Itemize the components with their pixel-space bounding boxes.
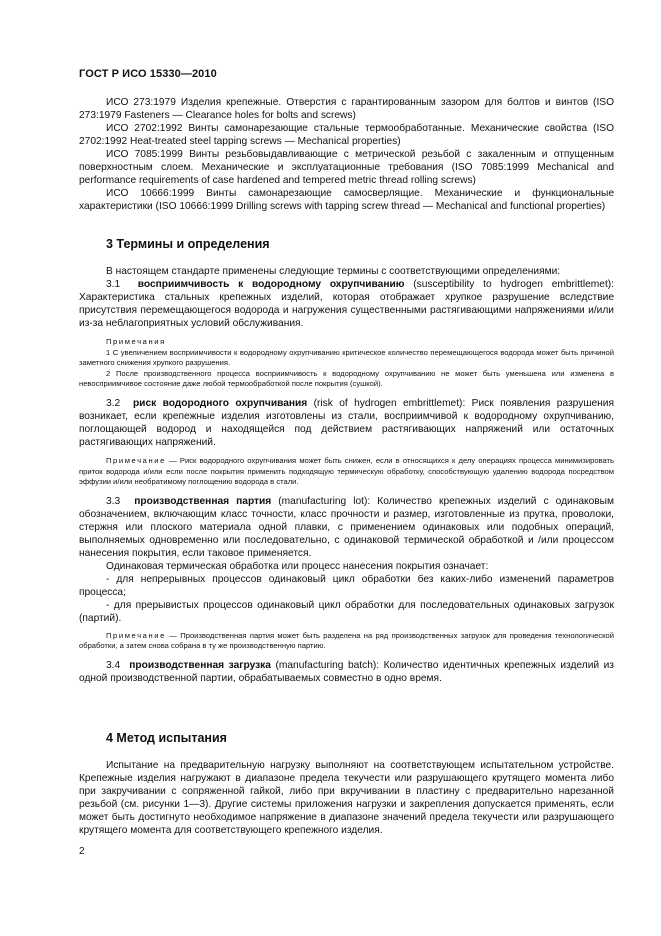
- reference-item: ИСО 10666:1999 Винты самонарезающие самосверлящие. Механические и функциональные характеристики (ISO 10666:1999 Drilling screws with tapping screw thread — Mechanical and functional properties): [79, 188, 614, 212]
- reference-item: ИСО 7085:1999 Винты резьбовыдавливающие с метрической резьбой с закаленным и отпущенным поверхностным слоем. Механические и эксплуатационные требования (ISO 7085:1999 Mechanical and performance requirements of case hardened and tempered metric thread rolling screws): [79, 149, 614, 186]
- note-3-2: [79, 456, 614, 488]
- notes-label: Примечания: [106, 337, 166, 346]
- term-name: восприимчивость к водородному охрупчиванию: [137, 279, 405, 290]
- term-3-1: [79, 278, 614, 330]
- list-item: - для непрерывных процессов одинаковый цикл обработки без каких-либо изменений параметров процесса;: [79, 573, 614, 598]
- section-4-text: Испытание на предварительную нагрузку выполняют на соответствующем испытательном устройстве. Крепежные изделия нагружают в диапазоне предела текучести или разрушающего крутящего момента либо при закручивании с сопряженной гайкой, либо при вкручивании в пластину с предварительно нарезанной резьбой (см. рисунки 1—3). Другие системы приложения нагрузки и закрепления допускается применять, если может быть достигнуто необходимое напряжение в диапазоне значений предела текучести или разрушающего крутящего момента для соответствующего крепежного изделия.: [79, 760, 614, 836]
- note-3-3: [79, 631, 614, 652]
- note-text: — Риск водородного охрупчивания может быть снижен, если в относящихся к делу операциях процесса минимизировать приток водорода и/или если после покрытия применить подходящую термическую обработку, способствующую удалению водорода посредством эффузии и/или необратимому поглощению водорода в стали.: [79, 455, 614, 487]
- document-header: ГОСТ Р ИСО 15330—2010: [79, 68, 217, 80]
- term-definition: (manufacturing batch): Количество идентичных крепежных изделий из одной производственной партии, обрабатываемых совместно в одно время.: [79, 659, 614, 684]
- term-3-4: [79, 659, 614, 685]
- term-3-3: [79, 495, 614, 560]
- term-definition: (susceptibility to hydrogen embrittlemet): Характеристика стальных крепежных изделий, которая отображает хрупкое разрушение вследствие присутствия перемещающегося водорода и нагружения существенными растягивающими напряжениями и/или из-за неблагоприятных условий обслуживания.: [79, 279, 614, 329]
- reference-item: ИСО 273:1979 Изделия крепежные. Отверстия с гарантированным зазором для болтов и винтов (ISO 273:1979 Fasteners — Clearance holes for bolts and screws): [79, 97, 614, 121]
- term-name: производственная загрузка: [129, 659, 271, 671]
- term-name: риск водородного охрупчивания: [132, 397, 308, 409]
- note-label: Примечание: [106, 455, 166, 465]
- term-name: производственная партия: [134, 495, 272, 507]
- term-number: 3.3: [106, 495, 121, 507]
- term-number: 3.1: [106, 279, 121, 290]
- list-item: - для прерывистых процессов одинаковый цикл обработки для последовательных одинаковых загрузок (партий).: [79, 599, 614, 624]
- term-definition: (manufacturing lot): Количество крепежных изделий с одинаковым обозначением, включающим класс точности, класс прочности и размер, изготовленные из прутка, проволоки, стержня или плоского материала одной плавки, с применением одинаковых или подобных операций, выполняемых одновременно или последовательно, с одинаковой термической обработкой и /или процессом нанесения покрытия, если таковое применяется.: [79, 495, 614, 559]
- reference-item: ИСО 2702:1992 Винты самонарезающие стальные термообработанные. Механические свойства (ISO 2702:1992 Heat-treated steel tapping screws — Mechanical properties): [79, 123, 614, 147]
- section-3-intro: В настоящем стандарте применены следующие термины с соответствующими определениями:: [106, 266, 561, 277]
- note-2: 2 После производственного процесса восприимчивость к водородному охрупчиванию не может быть уменьшена или изменена в невосприимчивое состояние даже любой термообработкой после покрытия (сушкой).: [79, 368, 614, 389]
- section-4-title: 4 Метод испытания: [106, 731, 227, 745]
- term-number: 3.2: [106, 397, 121, 409]
- note-label: Примечание: [106, 630, 166, 640]
- section-3-definitions: [79, 265, 614, 685]
- references-list: [79, 96, 614, 213]
- section-4-body: [79, 759, 614, 837]
- page-number: 2: [79, 846, 85, 857]
- term-3-2: [79, 397, 614, 449]
- note-text: — Производственная партия может быть разделена на ряд производственных загрузок для проведения технологической обработки, а затем снова собрана в ту же производственную партию.: [79, 630, 614, 651]
- term-number: 3.4: [106, 659, 121, 671]
- section-3-title: 3 Термины и определения: [106, 237, 270, 251]
- term-definition: (risk of hydrogen embrittlemet): Риск появления разрушения возникает, если крепежные изделия изготовлены из стали, восприимчивой к водородному охрупчиванию, поглощающей водород и находящейся под действием растягивающих напряжений или остаточных растягивающих напряжений.: [79, 397, 614, 448]
- note-1: 1 С увеличением восприимчивости к водородному охрупчиванию критическое количество перемещающегося водорода может быть причиной заметного снижения хрупкого разрушения.: [79, 347, 614, 368]
- term-3-3-paragraph: Одинаковая термическая обработка или процесс нанесения покрытия означает:: [106, 560, 489, 572]
